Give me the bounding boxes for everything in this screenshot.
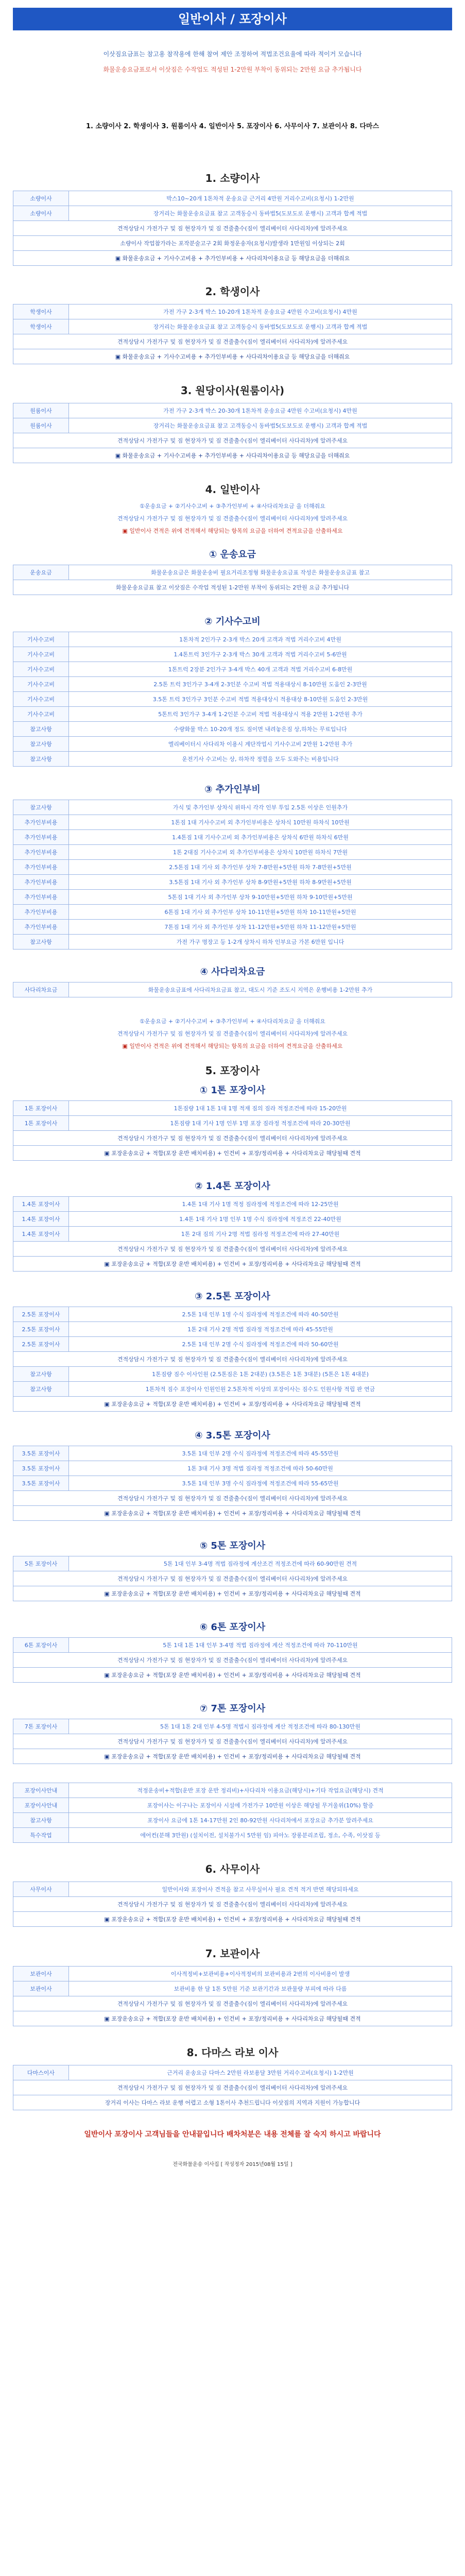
subsection-heading: ⑦ 7톤 포장이사 (199, 1703, 266, 1714)
section-heading: 5. 포장이사 (205, 1064, 260, 1077)
row-key: 3.5톤 포장이사 (13, 1461, 69, 1476)
packing-extra-table (13, 1783, 452, 1843)
table-row (13, 251, 452, 266)
table-row (13, 1668, 452, 1683)
row-value: 화물운송요금표에 사다리차요금표 참고, 대도시 기준 조도시 지역은 운행비용 1-2만원 추가 (69, 982, 452, 997)
row-key: 참고사항 (13, 800, 69, 815)
row-value: 2.5톤 1대 인부 2명 수식 짐라정에 적정조건에 따라 50-60만원 (69, 1337, 452, 1352)
row-value: 박스10~20개 1톤차적 운송요금 근거리 4만원 거리수고비(요청시) 1-2만원 (69, 191, 452, 206)
footer-meta: 전국화물운송 이사집 [ 작성정자 2015년08월 15일 ] (173, 2162, 292, 2167)
row-key: 사무이사 (13, 1882, 69, 1897)
row-key: 추가인부비용 (13, 875, 69, 890)
table-row (13, 1912, 452, 1927)
row-value: 3.5톤짐 1대 기사 외 추가인부 상차 8-9만원+5만원 하차 8-9만원+5만원 (69, 875, 452, 890)
row-value: 1톤 2대 기사 2명 적법 짐라정 적정조건에 따라 45-55만원 (69, 1322, 452, 1337)
row-note: 견적상담시 가전가구 및 짐 현장자가 및 짐 견줄출수(짐이 엘리베이터 사다리차)에 알려주세요 (13, 1571, 452, 1586)
table-row (13, 1307, 452, 1322)
row-key: 보관이사 (13, 1981, 69, 1996)
table-row (13, 1322, 452, 1337)
row-key: 추가인부비용 (13, 815, 69, 830)
row-note: 견적상담시 가전가구 및 짐 현장자가 및 짐 견줄출수(짐이 엘리베이터 사다리차)에 알려주세요 (13, 1897, 452, 1912)
table-row (13, 632, 452, 647)
row-value: 가식 및 추가인부 상차식 위하시 각각 인부 투입 2.5톤 이상은 인원추가 (69, 800, 452, 815)
row-value: 1톤짐량 1대 기사 1명 인부 1명 포장 짐라정 적정조건에 따라 20-30만원 (69, 1116, 452, 1131)
general-line: ①운송요금 + ②기사수고비 + ③추가인부비 + ④사다리차요금 을 더해줘요 (140, 1018, 325, 1025)
table-row (13, 1146, 452, 1161)
table-row (13, 1813, 452, 1828)
row-key: 추가인부비용 (13, 845, 69, 860)
row-key: 1톤 포장이사 (13, 1116, 69, 1131)
table-row (13, 830, 452, 845)
row-note: 견적상담시 가전가구 및 짐 현장자가 및 짐 견줄출수(짐이 엘리베이터 사다리차)에 알려주세요 (13, 1653, 452, 1668)
row-value: 포장이사는 이구나는 포장이사 시설에 가전가구 10만원 이상은 해당될 무거울위(10%) 할증 (69, 1798, 452, 1813)
table-row (13, 982, 452, 997)
category-nav[interactable]: 1. 소량이사 2. 학생이사 3. 원룸이사 4. 일반이사 5. 포장이사 6. 사무이사 7. 보관이사 8. 다마스 (85, 123, 380, 130)
row-value: 5톤 1대 1톤 2대 인부 4-5명 적법시 짐라정에 계산 적정조건에 따라 80-130만원 (69, 1719, 452, 1734)
table-row (13, 722, 452, 737)
row-key: 추가인부비용 (13, 860, 69, 875)
table-row (13, 860, 452, 875)
table-row (13, 2080, 452, 2095)
row-key: 기사수고비 (13, 662, 69, 677)
row-key: 2.5톤 포장이사 (13, 1322, 69, 1337)
general-line: ▣ 일반이사 견적은 위에 견적해서 해당되는 항목의 요금을 더하여 견적요금을 산출하세요 (122, 1043, 343, 1049)
subsection-table (13, 800, 452, 950)
section-heading: 2. 학생이사 (205, 285, 260, 298)
row-value: 1톤트럭 2장분 2인가구 3-4개 박스 40개 고객과 적법 거리수고비 6-8만원 (69, 662, 452, 677)
row-note: 견적상담시 가전가구 및 짐 현장자가 및 짐 견줄출수(짐이 엘리베이터 사다리차)에 알려주세요 (13, 221, 452, 236)
row-key: 소량이사 (13, 206, 69, 221)
table-row (13, 1131, 452, 1146)
table-row (13, 191, 452, 206)
table-row (13, 1571, 452, 1586)
intro-line-2: 화물운송요금표로서 이삿짐은 수작업도 적성된 1-2만원 부착이 동위되는 2만원 요금 추가됩니다 (103, 66, 362, 73)
row-value: 3.5톤 1대 인부 2명 수식 짐라정에 적정조건에 따라 45-55만원 (69, 1446, 452, 1461)
row-value: 2.5톤 트럭 3인가구 3-4개 2-3인분 수고비 적법 적용대상시 8-10만원 도움인 2-3만원 (69, 677, 452, 692)
table-row (13, 1882, 452, 1897)
row-key: 기사수고비 (13, 707, 69, 722)
section-heading: 3. 원당이사(원룸이사) (180, 384, 285, 397)
row-key: 포장이사안내 (13, 1783, 69, 1798)
row-value: 3.5톤 트럭 3인가구 3인분 수고비 적법 적용대상시 적용대상 8-10만원 도움인 2-3만원 (69, 692, 452, 707)
row-note: 장거리 이사는 다마스 라보 운행 어렵고 소형 1톤이사 추천드립니다 이삿짐의 지역과 지원이 가능합니다 (13, 2095, 452, 2110)
row-key: 3.5톤 포장이사 (13, 1476, 69, 1491)
row-note: ▣ 포장운송요금 + 적합(포장 운반 배치비용) + 인건비 + 포장/정리비용 + 사다리차요금 해당될때 견적 (13, 1668, 452, 1683)
table-row (13, 1242, 452, 1257)
row-note: 견적상담시 가전가구 및 짐 현장자가 및 짐 견줄출수(짐이 엘리베이터 사다리차)에 알려주세요 (13, 433, 452, 448)
table-row (13, 1586, 452, 1601)
subsection-heading: ③ 2.5톤 포장이사 (195, 1291, 270, 1302)
row-note: 견적상담시 가전가구 및 짐 현장자가 및 짐 견줄출수(짐이 엘리베이터 사다리차)에 알려주세요 (13, 1734, 452, 1749)
table-row (13, 737, 452, 752)
row-value: 화물운송요금은 화물운송비 필요거리조정형 화물운송요금표 작성은 화물운송요금표 참고 (69, 565, 452, 580)
row-note: 견적상담시 가전가구 및 짐 현장자가 및 짐 견줄출수(짐이 엘리베이터 사다리차)에 알려주세요 (13, 2080, 452, 2095)
row-key: 기사수고비 (13, 692, 69, 707)
row-value: 수량화물 박스 10-20개 정도 짐이면 내려놓은짐 상,하차는 무료입니다 (69, 722, 452, 737)
row-key: 참고사항 (13, 1382, 69, 1397)
section-table (13, 1882, 452, 1927)
row-value: 1.4톤 1대 기사 1명 적정 짐라정에 적정조건에 따라 12-25만원 (69, 1197, 452, 1212)
row-key: 1.4톤 포장이사 (13, 1212, 69, 1227)
section-table (13, 403, 452, 463)
table-row (13, 1476, 452, 1491)
table-row (13, 647, 452, 662)
table-row (13, 692, 452, 707)
table-row (13, 1798, 452, 1813)
row-note: 화물운송요금표 참고 이삿짐은 수작업 적성된 1-2만원 부착이 동위되는 2만원 요금 추가됩니다 (13, 580, 452, 595)
row-value: 포장이사 요금에 1톤 14-17만원 2인 80-92만원 사다리차에서 포장요금 추가분 알려주세요 (69, 1813, 452, 1828)
table-row (13, 662, 452, 677)
row-value: 장거리는 화물운송요금표 참고 고객동승시 동바법5(도보도로 운행시) 고객과 합께 적법 (69, 418, 452, 433)
row-value: 1톤 2대짐 기사수고비 외 추가인부비용은 상차식 10만원 하차식 7만원 (69, 845, 452, 860)
table-row (13, 304, 452, 319)
row-value: 1톤차적 짐수 포장이사 인원인원 2.5톤차적 이상의 포장이사는 짐수도 인원사항 적립 판 연금 (69, 1382, 452, 1397)
table-row (13, 1257, 452, 1272)
table-row (13, 1506, 452, 1521)
row-note: 견적상담시 가전가구 및 짐 현장자가 및 짐 견줄출수(짐이 엘리베이터 사다리차)에 알려주세요 (13, 1242, 452, 1257)
row-key: 1.4톤 포장이사 (13, 1197, 69, 1212)
row-note: ▣ 포장운송요금 + 적합(포장 운반 배치비용) + 인건비 + 포장/정리비용 + 사다리차요금 해당될때 견적 (13, 1749, 452, 1764)
row-value: 2.5톤 1대 인부 1명 수식 짐라정에 적정조건에 따라 40-50만원 (69, 1307, 452, 1322)
row-value: 7톤짐 1대 기사 외 추가인부 상차 11-12만원+5만원 하차 11-12만원+5만원 (69, 920, 452, 935)
row-key: 2.5톤 포장이사 (13, 1307, 69, 1322)
table-row (13, 565, 452, 580)
row-value: 6톤짐 1대 기사 외 추가인부 상차 10-11만원+5만원 하차 10-11만원+5만원 (69, 905, 452, 920)
table-row (13, 1967, 452, 1981)
subsection-heading: ⑤ 5톤 포장이사 (199, 1540, 266, 1551)
section-heading: 6. 사무이사 (205, 1863, 260, 1875)
row-note: 견적상담시 가전가구 및 짐 현장자가 및 짐 견줄출수(짐이 엘리베이터 사다리차)에 알려주세요 (13, 1996, 452, 2011)
row-key: 기사수고비 (13, 677, 69, 692)
row-value: 5톤트럭 3인가구 3-4개 1-2인분 수고비 적법 적용대상시 적용 2만원 1-2만원 추가 (69, 707, 452, 722)
row-note: 견적상담시 가전가구 및 짐 현장자가 및 짐 견줄출수(짐이 엘리베이터 사다리차)에 알려주세요 (13, 1131, 452, 1146)
table-row (13, 1491, 452, 1506)
intro-line-1: 이삿짐요금표는 참고용 참작용에 한해 참여 제안 조정하여 적법조건요율에 따라 적이거 모습니다 (103, 50, 362, 58)
table-row (13, 1461, 452, 1476)
row-value: 근거리 운송요금 다마스 2만원 라보용달 3만원 거리수고비(요청시) 1-2만원 (69, 2065, 452, 2080)
table-row (13, 845, 452, 860)
row-note: ▣ 포장운송요금 + 적합(포장 운반 배치비용) + 인건비 + 포장/정리비용 + 사다리차요금 해당될때 견적 (13, 1257, 452, 1272)
section-table (13, 1966, 452, 2026)
table-row (13, 1337, 452, 1352)
row-key: 포장이사안내 (13, 1798, 69, 1813)
row-value: 1톤짐량 1대 1톤 1대 1명 적재 짐의 짐라 적정조건에 따라 15-20만원 (69, 1101, 452, 1116)
row-key: 보관이사 (13, 1967, 69, 1981)
closing-note: 일반이사 포장이사 고객님들을 안내끝입니다 배차처분은 내용 전체를 잘 숙지 하시고 바랍니다 (84, 2130, 381, 2139)
table-row (13, 800, 452, 815)
table-row (13, 1828, 452, 1843)
table-row (13, 236, 452, 251)
table-row (13, 677, 452, 692)
table-row (13, 1352, 452, 1367)
section-heading: 8. 다마스 라보 이사 (186, 2046, 279, 2059)
row-value: 1.4톤 1대 기사 1명 인부 1명 수식 짐라정에 적정조건 22-40만원 (69, 1212, 452, 1227)
table-row (13, 1382, 452, 1397)
row-key: 참고사항 (13, 935, 69, 950)
general-line: 견적상담시 가전가구 및 짐 현장자가 및 짐 견줄출수(짐이 엘리베이터 사다리차)에 알려주세요 (117, 515, 348, 522)
row-value: 1톤차적 2인가구 2-3개 박스 20개 고객과 적법 거리수고비 4만원 (69, 632, 452, 647)
row-value: 1톤짐 1대 기사수고비 외 추가인부비용은 상차식 10만원 하차식 10만원 (69, 815, 452, 830)
row-note: 견적상담시 가전가구 및 짐 현장자가 및 짐 견줄출수(짐이 엘리베이터 사다리차)에 알려주세요 (13, 1491, 452, 1506)
row-value: 가전 가구 2-3개 박스 20-30개 1톤차적 운송요금 4만원 수고비(요청시) 4만원 (69, 403, 452, 418)
table-row (13, 1367, 452, 1382)
table-row (13, 1101, 452, 1116)
table-row (13, 1749, 452, 1764)
row-key: 소량이사 (13, 191, 69, 206)
table-row (13, 206, 452, 221)
row-note: ▣ 화물운송요금 + 기사수고비용 + 추가인부비용 + 사다리차이용요금 등 해당요금을 더해줘요 (13, 448, 452, 463)
row-note: ▣ 포장운송요금 + 적합(포장 운반 배치비용) + 인건비 + 포장/정리비용 + 사다리차요금 해당될때 견적 (13, 1146, 452, 1161)
table-row (13, 448, 452, 463)
row-value: 가전 가구 2-3개 박스 10-20개 1톤차적 운송요금 4만원 수고비(요청시) 4만원 (69, 304, 452, 319)
row-value: 에어컨(분해 3만원) (설치이전, 설치불가시 5만원 임) 피아노 장롱분리조립, 정소, 수족, 이삿짐 등 (69, 1828, 452, 1843)
row-note: 견적상담시 가전가구 및 짐 현장자가 및 짐 견줄출수(짐이 엘리베이터 사다리차)에 알려주세요 (13, 1352, 452, 1367)
subsection-table (13, 1307, 452, 1412)
subsection-heading: ① 운송요금 (209, 549, 256, 560)
subsection-heading: ⑥ 6톤 포장이사 (199, 1622, 266, 1633)
row-value: 1.4톤트럭 3인가구 2-3개 박스 30개 고객과 적법 거리수고비 5-6만원 (69, 647, 452, 662)
row-key: 참고사항 (13, 722, 69, 737)
table-row (13, 2095, 452, 2110)
table-row (13, 1996, 452, 2011)
row-value: 엘리베이터시 사다리차 이용시 계단작업시 기사수고비 2만원 1-2만원 추가 (69, 737, 452, 752)
table-row (13, 935, 452, 950)
row-value: 5톤 1대 인부 3-4명 적법 짐라정에 계산조건 적정조건에 따라 60-90만원 견적 (69, 1556, 452, 1571)
row-key: 1.4톤 포장이사 (13, 1227, 69, 1242)
row-value: 1.4톤짐 1대 기사수고비 외 추가인부비용은 상차식 6만원 하차식 6만원 (69, 830, 452, 845)
table-row (13, 1981, 452, 1996)
table-row (13, 334, 452, 349)
subsection-table (13, 632, 452, 767)
row-value: 가전 가구 명장고 등 1-2개 상차시 하차 인부요금 가본 6만원 입니다 (69, 935, 452, 950)
table-row (13, 1212, 452, 1227)
page-title: 일반이사 / 포장이사 (13, 8, 452, 30)
row-key: 참고사항 (13, 1813, 69, 1828)
row-value: 5톤짐 1대 기사 외 추가인부 상차 9-10만원+5만원 하차 9-10만원+5만원 (69, 890, 452, 905)
row-note: ▣ 포장운송요금 + 적합(포장 운반 배치비용) + 인건비 + 포장/정리비용 + 사다리차요금 해당될때 견적 (13, 1586, 452, 1601)
table-row (13, 1638, 452, 1653)
table-row (13, 1397, 452, 1412)
table-row (13, 1556, 452, 1571)
table-row (13, 707, 452, 722)
row-key: 7톤 포장이사 (13, 1719, 69, 1734)
row-value: 일반이사와 포장이사 견적을 참고 사무실이사 필요 견적 적거 반면 해당되하세요 (69, 1882, 452, 1897)
row-value: 3.5톤 1대 인부 3명 수식 짐라정에 적정조건에 따라 55-65만원 (69, 1476, 452, 1491)
section-table (13, 191, 452, 266)
subsection-table (13, 1556, 452, 1601)
row-value: 1톤 3대 기사 3명 적법 짐라정 적정조건에 따라 50-60만원 (69, 1461, 452, 1476)
row-key: 학생이사 (13, 319, 69, 334)
table-row (13, 319, 452, 334)
row-key: 학생이사 (13, 304, 69, 319)
subsection-table (13, 1446, 452, 1521)
row-value: 보관비용 한 달 1톤 5만원 기준 보관기간과 보관물량 부피에 따라 다름 (69, 1981, 452, 1996)
general-line: ①운송요금 + ②기사수고비 + ③추가인부비 + ④사다리차요금 을 더해줘요 (140, 503, 325, 510)
table-row (13, 1227, 452, 1242)
row-key: 특수작업 (13, 1828, 69, 1843)
row-value: 5톤 1대 1톤 1대 인부 3-4명 적법 짐라정에 계산 적정조건에 따라 70-110만원 (69, 1638, 452, 1653)
subsection-heading: ② 1.4톤 포장이사 (195, 1181, 270, 1192)
table-row (13, 875, 452, 890)
row-key: 추가인부비용 (13, 920, 69, 935)
row-key: 참고사항 (13, 737, 69, 752)
table-row (13, 1446, 452, 1461)
subsection-heading: ② 기사수고비 (204, 616, 261, 627)
general-line: ▣ 일반이사 견적은 위에 견적해서 해당되는 항목의 요금을 더하여 견적요금을 산출하세요 (122, 528, 343, 534)
row-value: 적정운송비+적합(운반 포장 운반 정리비)+사다리차 이용요금(해당시)+기타 작업요금(해당시) 견적 (69, 1783, 452, 1798)
row-note: 견적상담시 가전가구 및 짐 현장자가 및 짐 견줄출수(짐이 엘리베이터 사다리차)에 알려주세요 (13, 334, 452, 349)
table-row (13, 221, 452, 236)
row-value: 장거리는 화물운송요금표 참고 고객동승시 동바법5(도보도로 운행시) 고객과 합께 적법 (69, 319, 452, 334)
row-key: 기사수고비 (13, 632, 69, 647)
subsection-table (13, 1637, 452, 1683)
row-key: 원룸이사 (13, 403, 69, 418)
section-table (13, 2065, 452, 2110)
row-key: 참고사항 (13, 752, 69, 767)
section-heading: 7. 보관이사 (205, 1947, 260, 1960)
table-row (13, 920, 452, 935)
row-key: 참고사항 (13, 1367, 69, 1382)
row-value: 장거리는 화물운송요금표 참고 고객동승시 동바법5(도보도로 운행시) 고객과 합께 적법 (69, 206, 452, 221)
row-note: ▣ 화물운송요금 + 기사수고비용 + 추가인부비용 + 사다리차이용요금 등 해당요금을 더해줘요 (13, 349, 452, 364)
subsection-table (13, 565, 452, 595)
row-value: 1톤짐량 짐수 이사인원 (2.5톤짐은 1톤 2대분) (3.5톤은 1톤 3대분) (5톤은 1톤 4대분) (69, 1367, 452, 1382)
table-row (13, 1734, 452, 1749)
table-row (13, 418, 452, 433)
section-heading: 4. 일반이사 (205, 483, 260, 496)
row-note: ▣ 포장운송요금 + 적합(포장 운반 배치비용) + 인건비 + 포장/정리비용 + 사다리차요금 해당될때 견적 (13, 2011, 452, 2026)
table-row (13, 1197, 452, 1212)
row-key: 사다리차요금 (13, 982, 69, 997)
row-key: 추가인부비용 (13, 905, 69, 920)
section-table (13, 304, 452, 364)
subsection-heading: ③ 추가인부비 (204, 784, 261, 795)
row-key: 5톤 포장이사 (13, 1556, 69, 1571)
row-key: 3.5톤 포장이사 (13, 1446, 69, 1461)
subsection-heading: ④ 3.5톤 포장이사 (195, 1430, 270, 1441)
row-key: 추가인부비용 (13, 890, 69, 905)
row-key: 다마스이사 (13, 2065, 69, 2080)
row-value: 이사적정비+보관비용+이사적정비의 보관비용과 2번의 이사비용이 발생 (69, 1967, 452, 1981)
row-key: 추가인부비용 (13, 830, 69, 845)
subsection-table (13, 1100, 452, 1161)
subsection-heading: ④ 사다리차요금 (200, 967, 265, 977)
table-row (13, 349, 452, 364)
table-row (13, 752, 452, 767)
table-row (13, 1783, 452, 1798)
row-value: 운전기사 수고비는 상, 하차작 정렬을 모두 도와주는 비용입니다 (69, 752, 452, 767)
row-key: 1톤 포장이사 (13, 1101, 69, 1116)
row-key: 원룸이사 (13, 418, 69, 433)
intro (13, 46, 452, 77)
general-line: 견적상담시 가전가구 및 짐 현장자가 및 짐 견줄출수(짐이 엘리베이터 사다리차)에 알려주세요 (117, 1030, 348, 1037)
row-key: 기사수고비 (13, 647, 69, 662)
table-row (13, 1897, 452, 1912)
table-row (13, 1653, 452, 1668)
row-note: ▣ 포장운송요금 + 적합(포장 운반 배치비용) + 인건비 + 포장/정리비용 + 사다리차요금 해당될때 견적 (13, 1912, 452, 1927)
row-note: ▣ 포장운송요금 + 적합(포장 운반 배치비용) + 인건비 + 포장/정리비용 + 사다리차요금 해당될때 견적 (13, 1506, 452, 1521)
subsection-heading: ① 1톤 포장이사 (199, 1085, 266, 1096)
table-row (13, 1719, 452, 1734)
subsection-table (13, 1719, 452, 1764)
table-row (13, 1116, 452, 1131)
row-note: 소량이사 작업참가라는 포작분술고구 2회 화정운송자(요청시)발생라 1만원임 이상되는 2회 (13, 236, 452, 251)
row-key: 2.5톤 포장이사 (13, 1337, 69, 1352)
subsection-table (13, 1196, 452, 1272)
section-heading: 1. 소량이사 (205, 172, 260, 184)
table-row (13, 580, 452, 595)
row-value: 2.5톤짐 1대 기사 외 추가인부 상차 7-8만원+5만원 하차 7-8만원+5만원 (69, 860, 452, 875)
table-row (13, 403, 452, 418)
table-row (13, 2011, 452, 2026)
row-key: 운송요금 (13, 565, 69, 580)
row-key: 6톤 포장이사 (13, 1638, 69, 1653)
table-row (13, 2065, 452, 2080)
table-row (13, 905, 452, 920)
table-row (13, 815, 452, 830)
row-value: 1톤 2대 짐의 기사 2명 적법 짐라정 적정조건에 따라 27-40만원 (69, 1227, 452, 1242)
table-row (13, 890, 452, 905)
table-row (13, 433, 452, 448)
subsection-table (13, 982, 452, 997)
row-note: ▣ 화물운송요금 + 기사수고비용 + 추가인부비용 + 사다리차이용요금 등 해당요금을 더해줘요 (13, 251, 452, 266)
row-note: ▣ 포장운송요금 + 적합(포장 운반 배치비용) + 인건비 + 포장/정리비용 + 사다리차요금 해당될때 견적 (13, 1397, 452, 1412)
